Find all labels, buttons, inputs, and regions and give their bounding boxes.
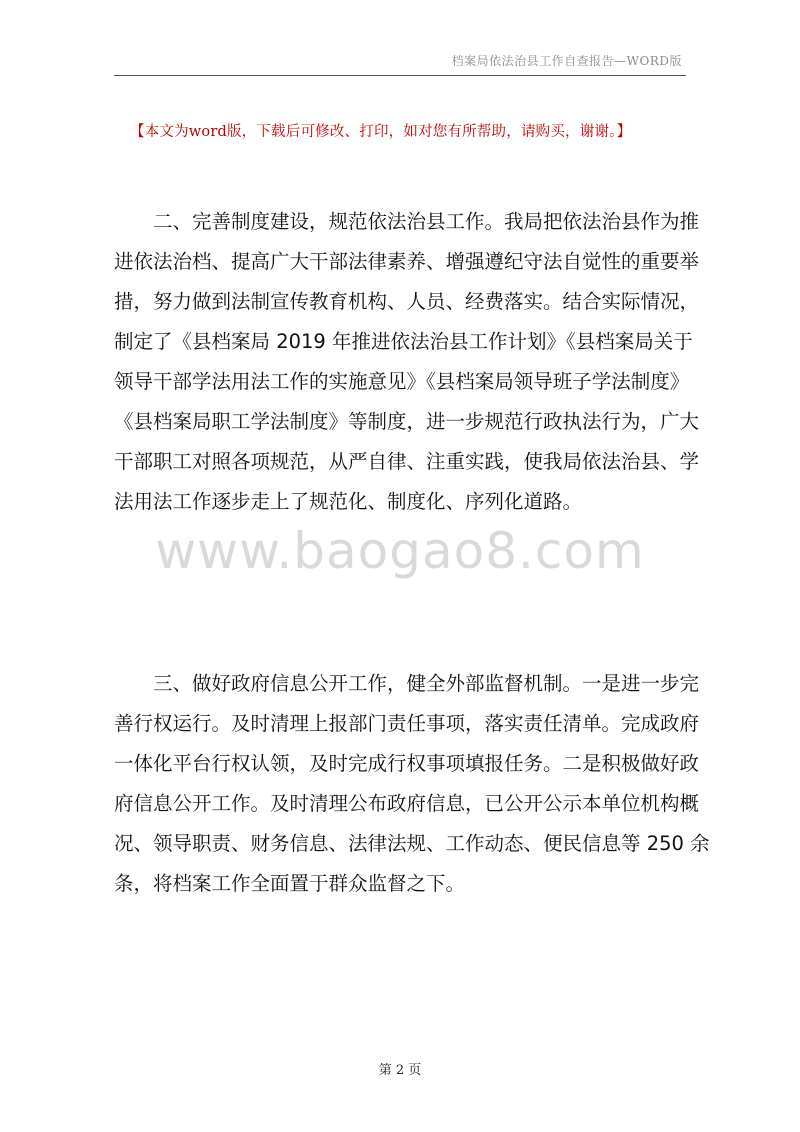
paragraph-line: 条，将档案工作全面置于群众监督之下。 xyxy=(114,872,466,895)
paragraph-line: 法用法工作逐步走上了规范化、制度化、序列化道路。 xyxy=(114,490,583,513)
download-notice: 【本文为word版，下载后可修改、打印，如对您有所帮助，请购买，谢谢。】 xyxy=(130,124,632,140)
document-header-title: 档案局依法治县工作自查报告—WORD版 xyxy=(451,54,682,68)
paragraph-line: 干部职工对照各项规范，从严自律、注重实践，使我局依法治县、学 xyxy=(114,450,700,473)
header-divider xyxy=(114,75,686,76)
paragraph-line: 制定了《县档案局 2019 年推进依法治县工作计划》《县档案局关于 xyxy=(114,330,693,353)
paragraph-line: 府信息公开工作。及时清理公布政府信息，已公开公示本单位机构概 xyxy=(114,792,700,815)
paragraph-line: 进依法治档、提高广大干部法律素养、增强遵纪守法自觉性的重要举 xyxy=(114,250,700,273)
paragraph-line: 善行权运行。及时清理上报部门责任事项，落实责任清单。完成政府 xyxy=(114,712,700,735)
page-number: 第 2 页 xyxy=(378,1063,422,1078)
paragraph-line: 况、领导职责、财务信息、法律法规、工作动态、便民信息等 250 余 xyxy=(114,832,710,855)
paragraph-line: 领导干部学法用法工作的实施意见》《县档案局领导班子学法制度》 xyxy=(114,370,690,393)
paragraph-line: 三、做好政府信息公开工作，健全外部监督机制。一是进一步完 xyxy=(153,672,700,695)
paragraph-line: 一体化平台行权认领，及时完成行权事项填报任务。二是积极做好政 xyxy=(114,752,700,775)
body-paragraph-2 xyxy=(114,202,700,522)
watermark-text: www.baogao8.com xyxy=(155,522,645,580)
paragraph-line: 二、完善制度建设，规范依法治县工作。我局把依法治县作为推 xyxy=(153,210,700,233)
paragraph-line: 《县档案局职工学法制度》等制度，进一步规范行政执法行为，广大 xyxy=(114,410,700,433)
paragraph-line: 措，努力做到法制宣传教育机构、人员、经费落实。结合实际情况， xyxy=(114,290,700,313)
body-paragraph-3 xyxy=(114,664,710,904)
